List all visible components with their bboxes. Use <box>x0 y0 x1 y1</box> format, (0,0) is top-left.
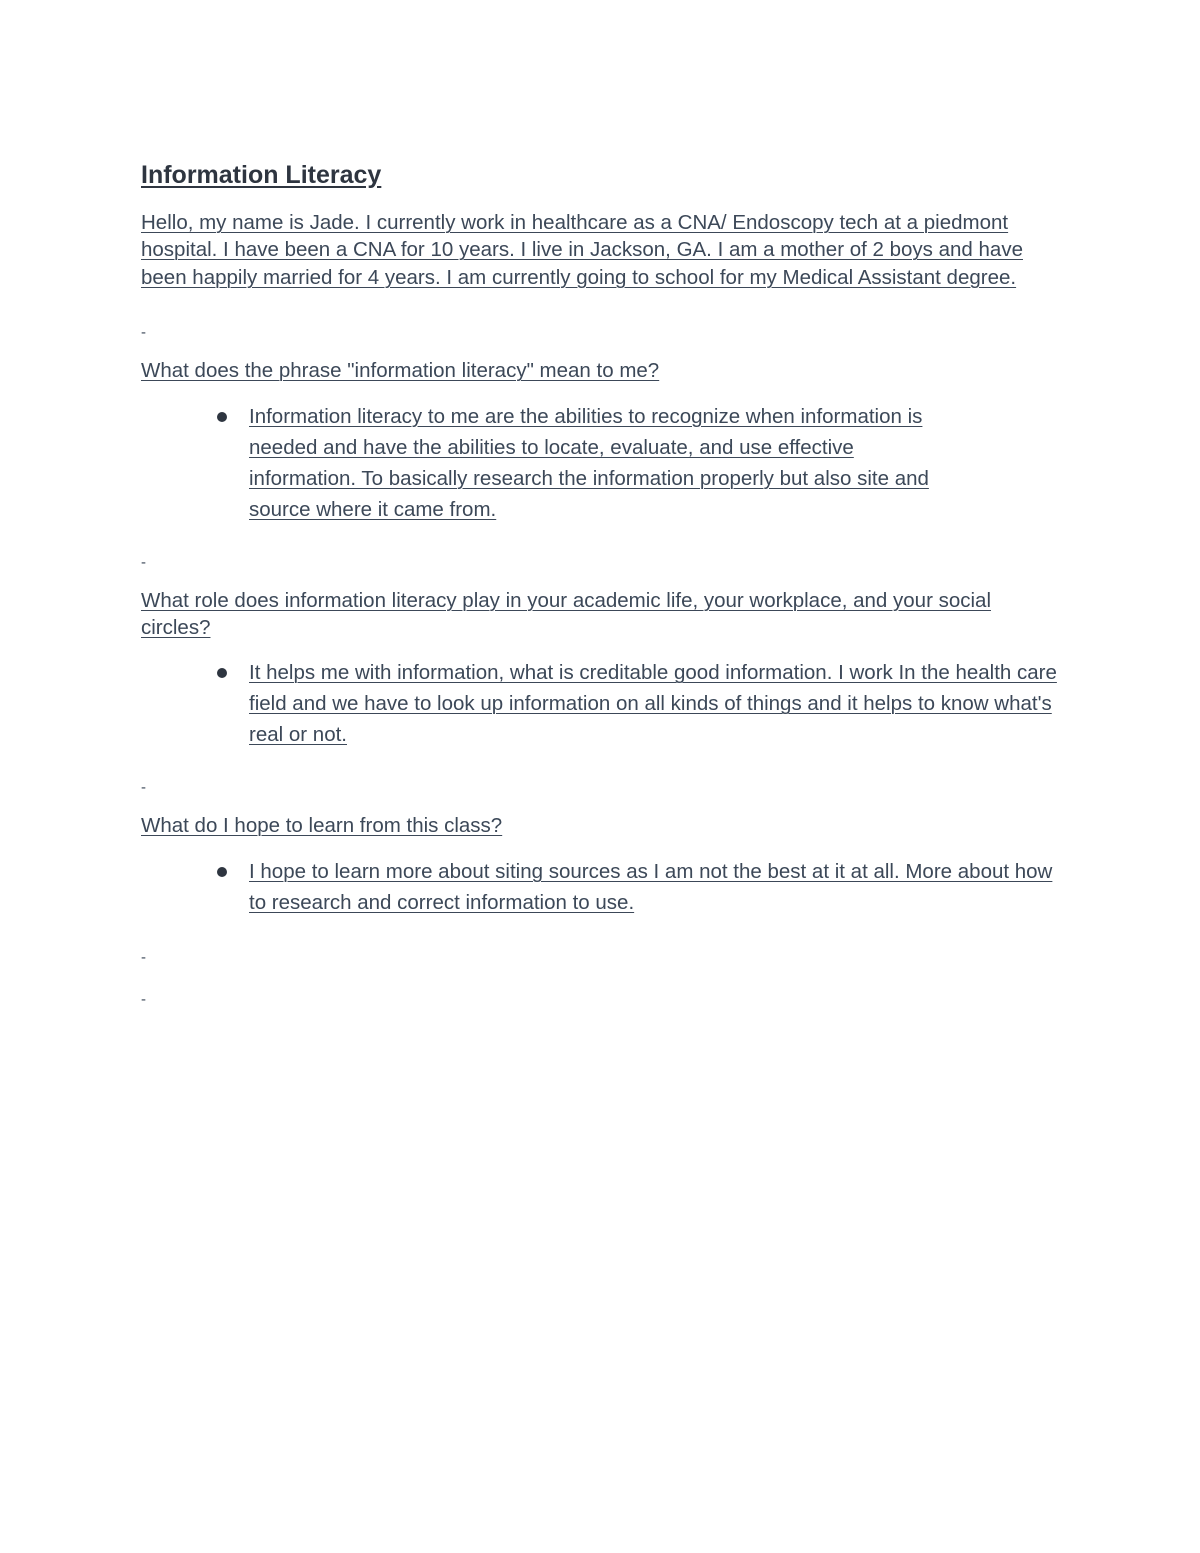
answer-3 <box>141 856 1064 918</box>
dash-separator: - <box>141 779 146 797</box>
bullet-icon <box>217 668 227 678</box>
answer-2-text: It helps me with information, what is creditable good information. I work In the health care field and we have to look up information on all kinds of things and it helps to know what's real or not. <box>249 661 1057 747</box>
bullet-icon <box>217 867 227 877</box>
answer-1-text: Information literacy to me are the abilities to recognize when information is needed and have the abilities to locate, evaluate, and use effective information. To basically research the information properly but also site and source where it came from. <box>249 404 929 521</box>
dash-separator: - <box>141 948 146 966</box>
answer-3-text: I hope to learn more about siting sources as I am not the best at it at all. More about how to research and correct information to use. <box>249 859 1053 914</box>
question-1: What does the phrase "information literacy" mean to me? <box>141 359 660 383</box>
dash-separator: - <box>141 324 146 342</box>
dash-separator: - <box>141 990 146 1008</box>
answer-list-1 <box>141 401 1071 525</box>
intro-paragraph: Hello, my name is Jade. I currently work in healthcare as a CNA/ Endoscopy tech at a piedmont hospital. I have been a CNA for 10 years. I live in Jackson, GA. I am a mother of 2 boys and have been happily married for 4 years. I am currently going to school for my Medical Assistant degree. <box>141 211 1023 289</box>
question-3: What do I hope to learn from this class? <box>141 814 503 838</box>
answer-2 <box>141 657 1064 750</box>
document-page <box>141 157 1071 1010</box>
question-2: What role does information literacy play in your academic life, your workplace, and your social circles? <box>141 588 991 640</box>
answer-list-2 <box>141 657 1071 750</box>
answer-list-3 <box>141 856 1071 918</box>
bullet-icon <box>217 412 227 422</box>
dash-separator: - <box>141 553 146 571</box>
answer-1 <box>141 401 961 525</box>
document-title: Information Literacy <box>141 161 382 189</box>
